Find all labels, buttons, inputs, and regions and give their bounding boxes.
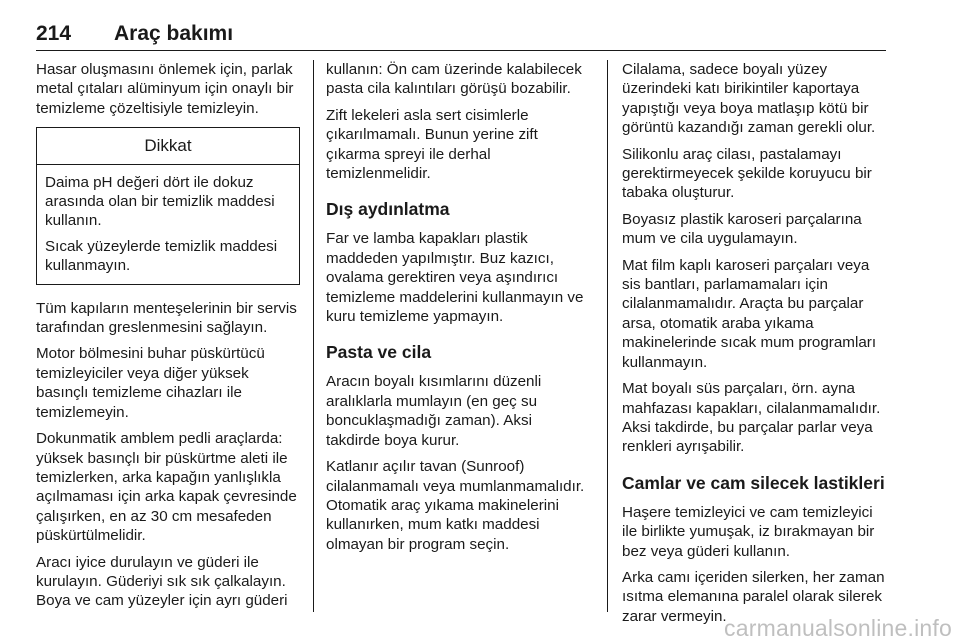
column-divider <box>607 60 608 612</box>
paragraph: Katlanır açılır tavan (Sunroof) cilalanmamalı veya mumlanmamalıdır. Otomatik araç yıkama makinelerini kullanırken, mum katkı maddesi olmayan bir program seçin. <box>326 458 585 553</box>
column-3 <box>622 60 888 633</box>
paragraph: Aracın boyalı kısımlarını düzenli aralıklarla mumlayın (en geç su boncuklaşmadığı zaman). Aksi takdirde boya kurur. <box>326 373 542 449</box>
paragraph: Far ve lamba kapakları plastik maddeden yapılmıştır. Buz kazıcı, ovalama gerektiren veya aşındırıcı temizleme maddelerini kullanmayın ve kuru temizleme yapmayın. <box>326 230 584 326</box>
paragraph: kullanın: Ön cam üzerinde kalabilecek pasta cila kalıntıları görüşü bozabilir. <box>326 61 582 98</box>
paragraph: Zift lekeleri asla sert cisimlerle çıkarılmamalı. Bunun yerine zift çıkarma spreyi ile derhal temizlenmelidir. <box>326 106 538 183</box>
paragraph: Boyasız plastik karoseri parçalarına mum ve cila uygulamayın. <box>622 210 862 248</box>
paragraph: Cilalama, sadece boyalı yüzey üzerindeki katı birikintiler kaportaya yapıştığı veya boya matlaşıp kötü bir görüntü kazandığı zaman gerekli olur. <box>622 61 876 137</box>
paragraph: Silikonlu araç cilası, pastalamayı gerektirmeyecek şekilde koruyucu bir tabaka oluşturur. <box>622 145 872 202</box>
column-divider <box>313 60 314 612</box>
header-rule <box>36 50 886 51</box>
paragraph: Tüm kapıların menteşelerinin bir servis tarafından greslenmesini sağlayın. <box>36 299 297 337</box>
notice-paragraph: Sıcak yüzeylerde temizlik maddesi kullanmayın. <box>45 237 278 275</box>
page-header <box>36 22 886 50</box>
section-heading: Dış aydınlatma <box>326 199 450 220</box>
chapter-title: Araç bakımı <box>114 22 234 45</box>
section-heading: Camlar ve cam silecek lastikleri <box>622 472 885 493</box>
paragraph: Motor bölmesini buhar püskürtücü temizleyiciler veya diğer yüksek basınçlı temizleme cihazları ile temizlemeyin. <box>36 345 265 421</box>
paragraph: Arka camı içeriden silerken, her zaman ısıtma elemanına paralel olarak silerek zarar vermeyin. <box>622 568 885 625</box>
paragraph: Haşere temizleyici ve cam temizleyici ile birlikte yumuşak, iz bırakmayan bir bez veya güderi kullanın. <box>622 503 875 560</box>
paragraph: Mat boyalı süs parçaları, örn. ayna mahfazası kapakları, cilalanmamalıdır. Aksi takdirde, bu parçalar parlar veya renkleri ayrışabilir. <box>622 380 881 456</box>
notice-body <box>37 165 299 284</box>
section-heading: Pasta ve cila <box>326 342 432 363</box>
page-number: 214 <box>36 22 72 45</box>
paragraph: Hasar oluşmasını önlemek için, parlak metal çıtaları alüminyum için onaylı bir temizleme çözeltisiyle temizleyin. <box>36 61 294 117</box>
watermark: carmanualsonline.info <box>724 615 952 641</box>
notice-title: Dikkat <box>37 128 299 164</box>
notice-paragraph: Daima pH değeri dört ile dokuz arasında olan bir temizlik maddesi kullanın. <box>45 173 275 230</box>
column-1 <box>36 60 302 618</box>
notice-box <box>36 127 300 284</box>
paragraph: Dokunmatik amblem pedli araçlarda: yüksek basınçlı bir püskürtme aleti ile temizlerken, arka kapağın yanlışlıkla açılmaması için arka kapak çevresinde çalışırken, en az 30 cm mesafeden püskürtülmelidir. <box>36 430 297 545</box>
paragraph: Mat film kaplı karoseri parçaları veya sis bantları, parlamamaları için cilalanmamalıdır. Araçta bu parçalar arsa, otomatik araba yıkama makinelerinde sıcak mum programları kullanmayın. <box>622 256 877 371</box>
paragraph: Aracı iyice durulayın ve güderi ile kurulayın. Güderiyi sık sık çalkalayın. Boya ve cam yüzeyler için ayrı güderi <box>36 553 288 610</box>
column-2 <box>326 60 590 561</box>
